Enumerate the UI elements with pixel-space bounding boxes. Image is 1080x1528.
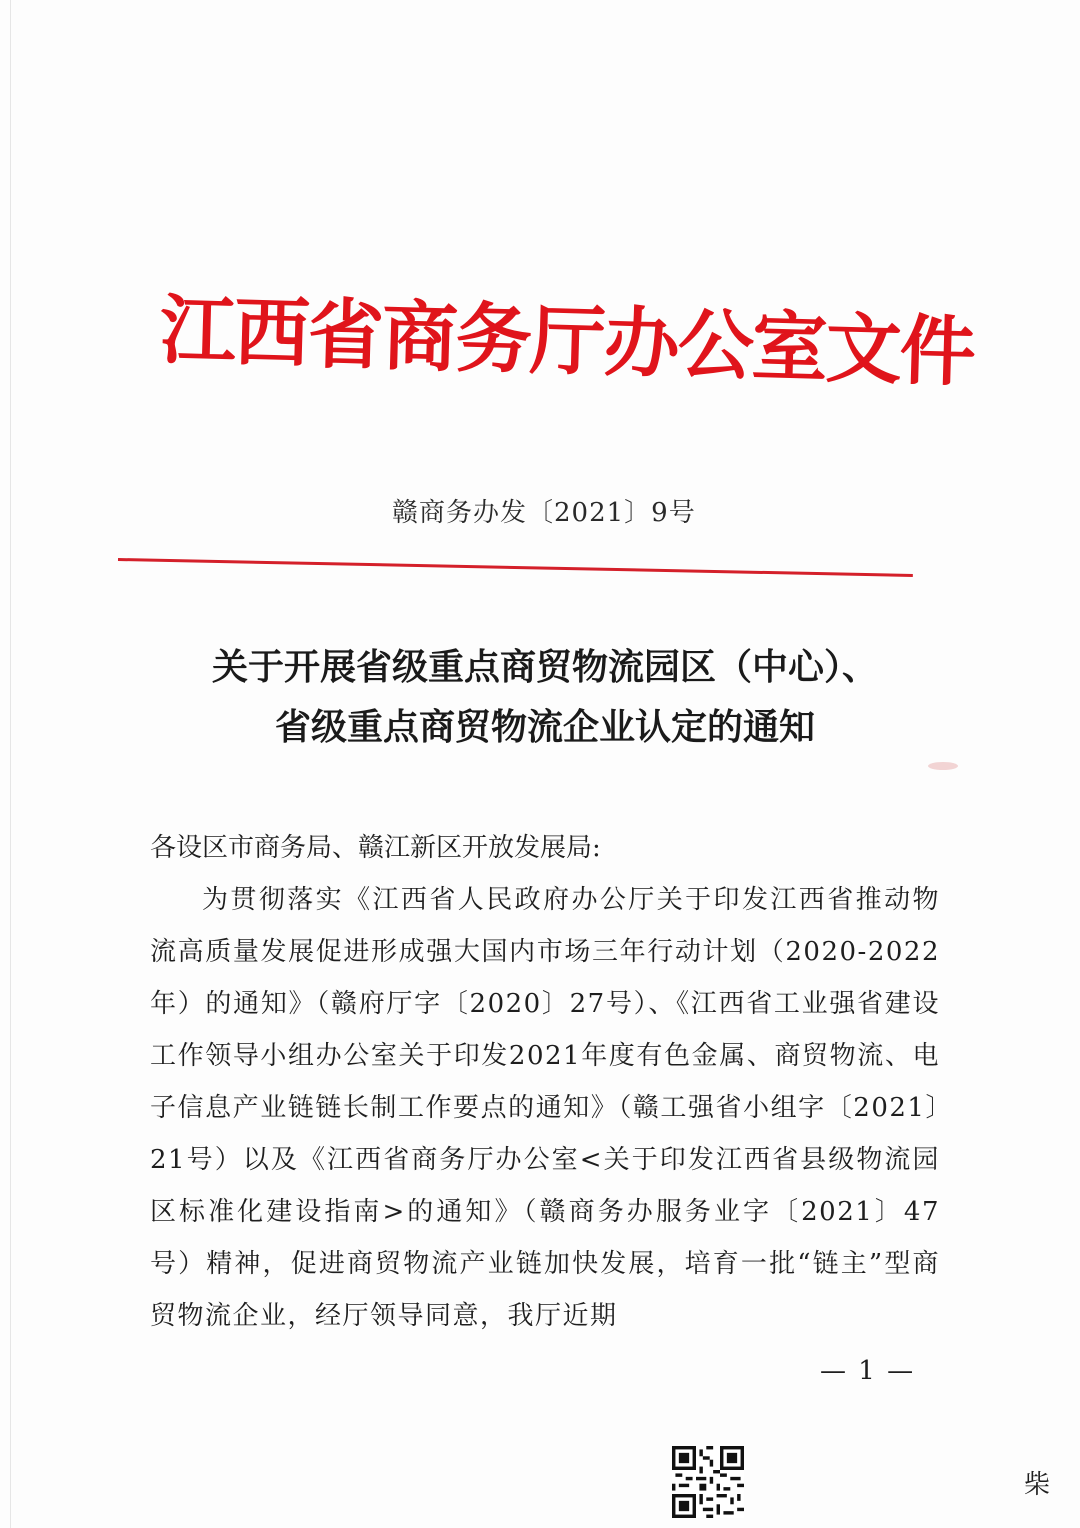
scan-edge-line xyxy=(10,0,11,1528)
corner-character: 柴 xyxy=(1024,1470,1051,1500)
page-number: — 1 — xyxy=(820,1356,916,1386)
notice-title-line-1: 关于开展省级重点商贸物流园区（中心）、 xyxy=(211,647,878,688)
salutation: 各设区市商务局、赣江新区开放发展局: xyxy=(150,833,601,863)
notice-body xyxy=(150,822,940,1342)
body-paragraph: 为贯彻落实《江西省人民政府办公厅关于印发江西省推动物流高质量发展促进形成强大国内市场三年行动计划（2020-2022年）的通知》（赣府厅字〔2020〕27号）、《江西省工业强省建设工作领导小组办公室关于印发2021年度有色金属、商贸物流、电子信息产业链链长制工作要点的通知》（赣工强省小组字〔2021〕21号）以及《江西省商务厅办公室<关于印发江西省县级物流园区标准化建设指南>的通知》（赣商务办服务业字〔2021〕47号）精神，促进商贸物流产业链加快发展，培育一批“链主”型商贸物流企业，经厅领导同意，我厅近期 xyxy=(150,885,940,1331)
masthead-title: 江西省商务厅办公室文件 xyxy=(158,285,975,397)
document-number: 赣商务办发〔2021〕9号 xyxy=(392,498,696,528)
qr-code-icon xyxy=(672,1446,744,1518)
notice-title xyxy=(150,638,940,758)
notice-title-line-2: 省级重点商贸物流企业认定的通知 xyxy=(274,707,815,748)
red-divider-line xyxy=(118,558,913,577)
red-smudge-mark xyxy=(928,762,958,770)
